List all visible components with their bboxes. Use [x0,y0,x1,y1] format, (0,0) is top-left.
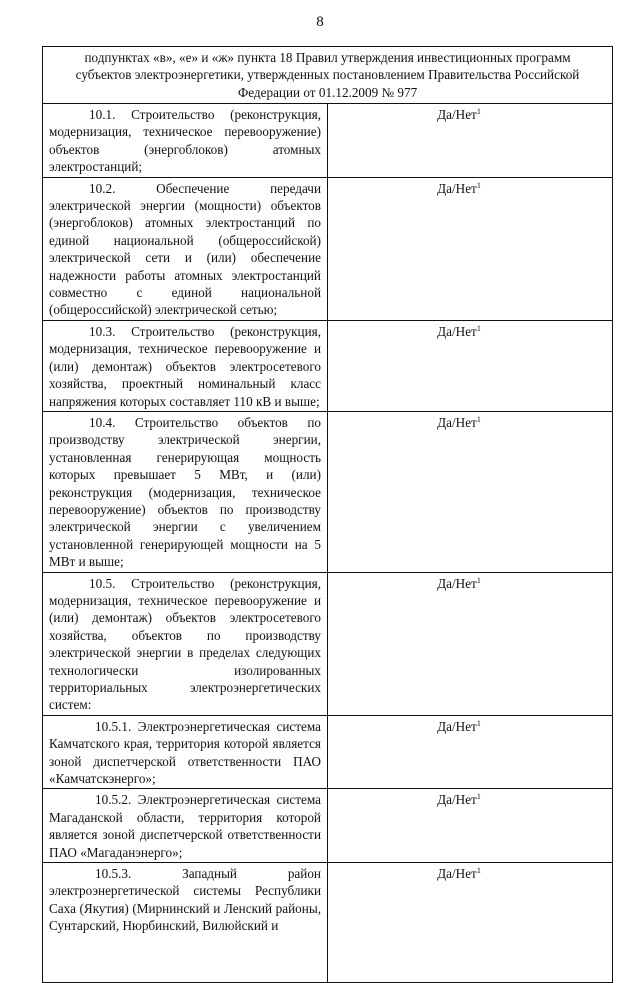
answer-cell [328,863,613,983]
footnote-mark: 1 [476,792,481,802]
item-text: Строительство (реконструкция, модернизация, техническое перевооружение и (или) демонтаж) объектов электросетевого хозяйства, проектный номинальный класс напряжения которых составляет 110 кВ и выше; [49,323,321,409]
item-text: Обеспечение передачи электрической энергии (мощности) объектов (энергоблоков) атомных электростанций по единой национальной (общероссийской) электрической сети и (или) обеспечение надежности работы атомных электростанций совместно с единой национальной (общероссийской) электрической сетью; [49,180,321,318]
item-text-cell [43,572,328,715]
answer-label: Да/Нет [437,718,477,734]
table-row [43,177,613,320]
footnote-mark: 1 [476,718,481,728]
item-number: 10.5.1. [95,718,132,734]
table-row [43,104,613,178]
answer-label: Да/Нет [437,323,477,339]
table-row [43,411,613,572]
item-text: Западный район электроэнергетической системы Республики Саха (Якутия) (Мирнинский и Ленский районы, Сунтарский, Нюрбинский, Вилюйский и [49,866,321,934]
item-text-cell [43,177,328,320]
item-number: 10.5.3. [95,866,132,882]
item-text: Электроэнергетическая система Магаданской области, территория которой является зоной диспетчерской ответственности ПАО «Магаданэнерго»; [49,792,321,860]
item-text: Строительство (реконструкция, модернизация, техническое перевооружение и (или) демонтаж) объектов электросетевого хозяйства, объектов по производству электрической энергии в пределах следующих технологически изолированных территориальных электроэнергетических систем: [49,575,321,713]
item-number: 10.2. [89,180,116,196]
item-number: 10.3. [89,323,116,339]
table-row [43,789,613,863]
item-text: Электроэнергетическая система Камчатского края, территория которой является зоной диспетчерской ответственности ПАО «Камчатскэнерго»; [49,718,321,787]
item-text-cell [43,411,328,572]
item-text-cell [43,104,328,178]
answer-label: Да/Нет [437,414,477,430]
answer-cell [328,177,613,320]
item-number: 10.5.2. [95,792,132,808]
answer-label: Да/Нет [437,575,477,591]
item-number: 10.5. [89,575,116,591]
item-text: Строительство объектов по производству электрической энергии, установленная генерирующая мощность которых превышает 5 МВт, и (или) реконструкция (модернизация, техническое перевооружение) объектов по производству электрической энергии с увеличением установленной генерирующей мощности на 5 МВт и выше; [49,414,322,570]
answer-cell [328,104,613,178]
answer-label: Да/Нет [437,866,477,882]
footnote-mark: 1 [476,414,481,424]
item-text-cell [43,715,328,789]
table-row [43,572,613,715]
answer-cell [328,789,613,863]
answer-cell [328,715,613,789]
table-header-text: подпунктах «в», «е» и «ж» пункта 18 Правил утверждения инвестиционных программ субъектов электроэнергетики, утвержденных постановлением Правительства Российской Федерации от 01.12.2009 № 977 [43,47,613,104]
answer-cell [328,411,613,572]
footnote-mark: 1 [476,866,481,876]
answer-cell [328,572,613,715]
table-row [43,863,613,983]
answer-label: Да/Нет [437,180,477,196]
footnote-mark: 1 [476,323,481,333]
item-number: 10.1. [89,107,116,122]
footnote-mark: 1 [476,180,481,190]
table-header-row [43,47,613,104]
table-row [43,715,613,789]
item-text-cell [43,789,328,863]
answer-cell [328,320,613,411]
item-text-cell [43,320,328,411]
criteria-table [42,46,613,983]
answer-label: Да/Нет [437,792,477,808]
item-text: Строительство (реконструкция, модернизация, техническое перевооружение) объектов (энергоблоков) атомных электростанций; [49,107,321,175]
page-number: 8 [316,14,324,30]
footnote-mark: 1 [476,575,481,585]
footnote-mark: 1 [476,107,481,116]
item-text-cell [43,863,328,983]
table-row [43,320,613,411]
answer-label: Да/Нет [437,107,477,122]
item-number: 10.4. [89,414,116,430]
